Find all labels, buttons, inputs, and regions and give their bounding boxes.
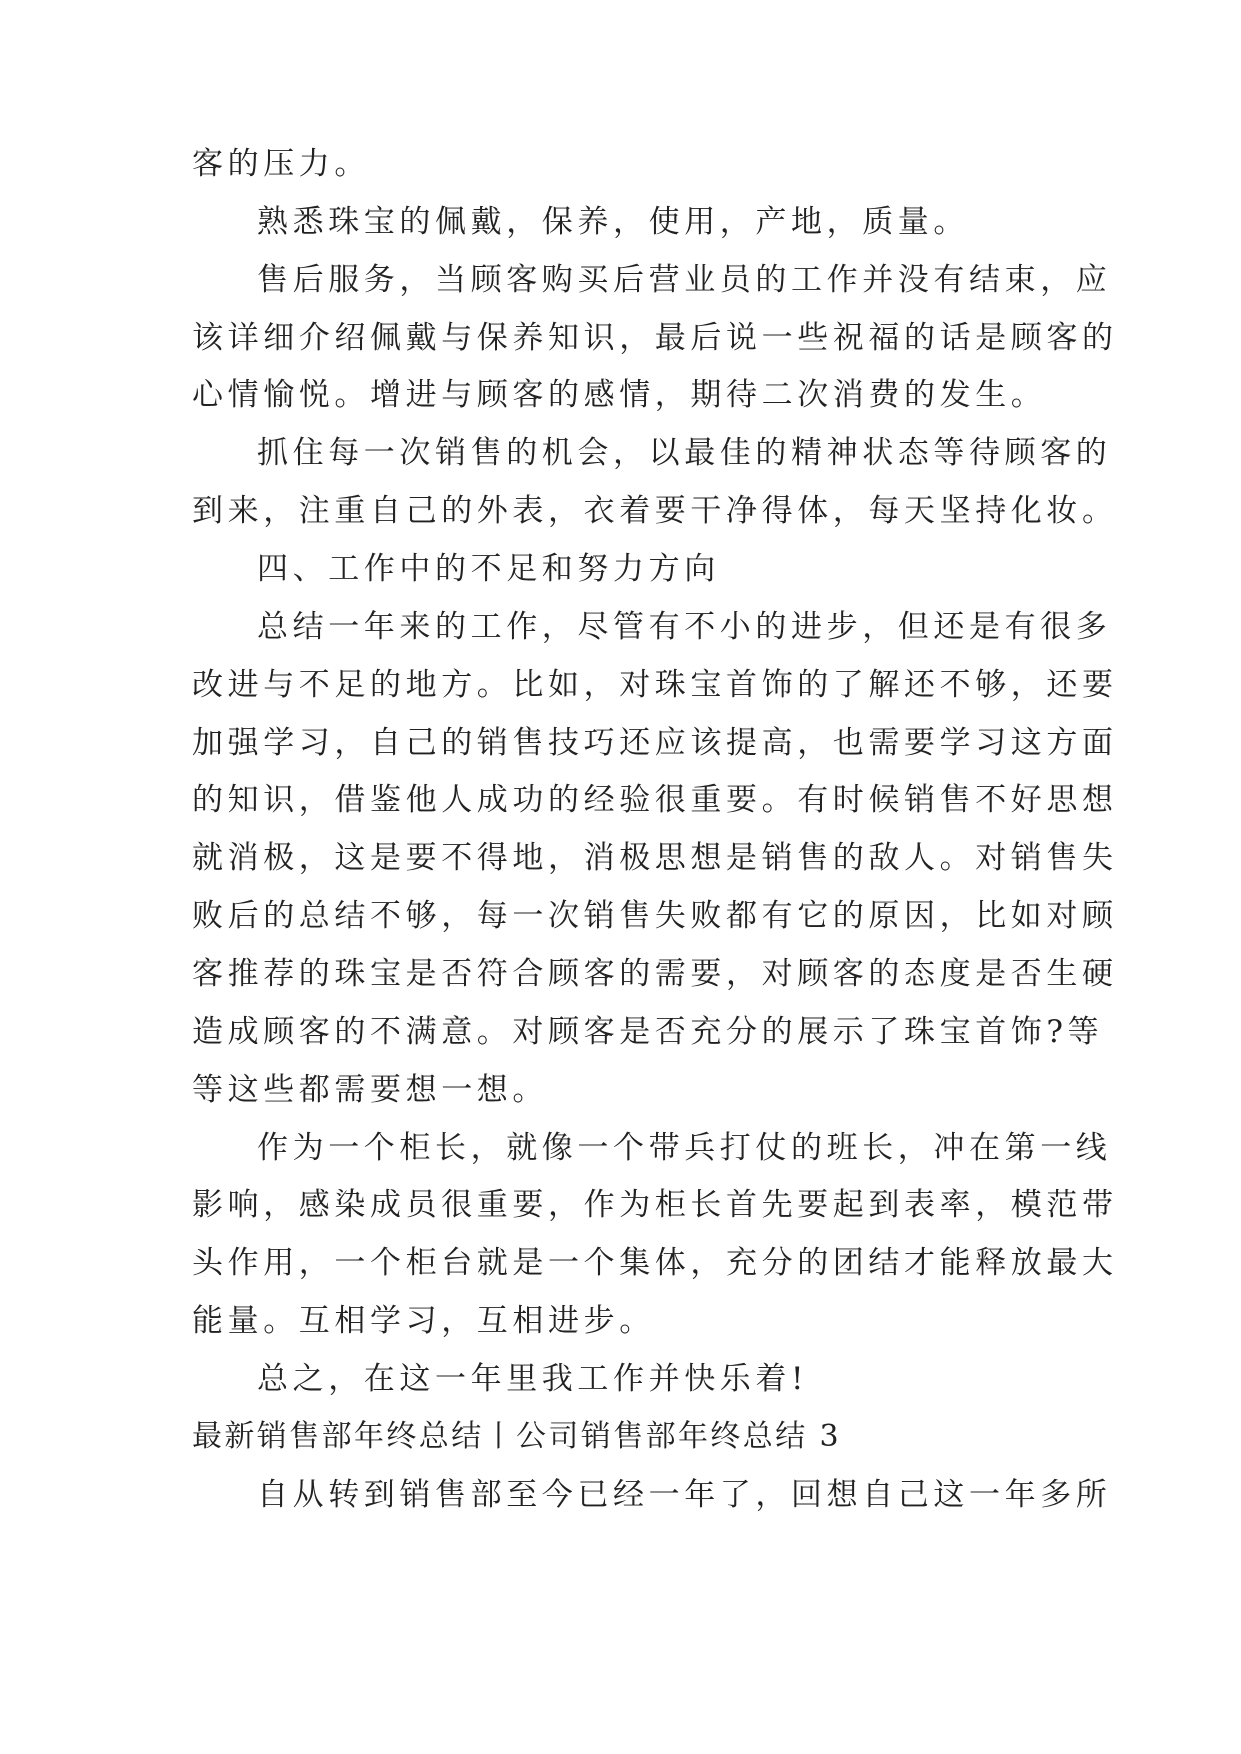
text-line: 就消极，这是要不得地，消极思想是销售的敌人。对销售失 (192, 840, 1118, 876)
text-line: 改进与不足的地方。比如，对珠宝首饰的了解还不够，还要 (192, 667, 1118, 703)
text-line: 到来，注重自己的外表，衣着要干净得体，每天坚持化妆。 (192, 493, 1118, 529)
text-line: 头作用，一个柜台就是一个集体，充分的团结才能释放最大 (192, 1245, 1118, 1281)
text-line: 总结一年来的工作，尽管有不小的进步，但还是有很多 (257, 609, 1112, 645)
text-line: 售后服务，当顾客购买后营业员的工作并没有结束，应 (257, 262, 1112, 298)
text-line: 造成顾客的不满意。对顾客是否充分的展示了珠宝首饰?等 (192, 1014, 1104, 1050)
text-line: 能量。互相学习，互相进步。 (192, 1303, 655, 1339)
text-line: 的知识，借鉴他人成功的经验很重要。有时候销售不好思想 (192, 782, 1118, 818)
text-line: 等这些都需要想一想。 (192, 1072, 548, 1108)
section-title: 最新销售部年终总结丨公司销售部年终总结 3 (192, 1419, 842, 1454)
text-line: 作为一个柜长，就像一个带兵打仗的班长，冲在第一线 (257, 1130, 1112, 1166)
text-line: 影响，感染成员很重要，作为柜长首先要起到表率，模范带 (192, 1187, 1118, 1223)
text-line: 败后的总结不够，每一次销售失败都有它的原因，比如对顾 (192, 898, 1118, 934)
text-line: 该详细介绍佩戴与保养知识，最后说一些祝福的话是顾客的 (192, 320, 1118, 356)
text-line: 心情愉悦。增进与顾客的感情，期待二次消费的发生。 (192, 377, 1047, 413)
text-line: 熟悉珠宝的佩戴，保养，使用，产地，质量。 (257, 204, 969, 240)
text-line: 加强学习，自己的销售技巧还应该提高，也需要学习这方面 (192, 725, 1118, 761)
section-heading: 四、工作中的不足和努力方向 (257, 551, 720, 587)
text-line: 客推荐的珠宝是否符合顾客的需要，对顾客的态度是否生硬 (192, 956, 1118, 992)
text-line: 自从转到销售部至今已经一年了，回想自己这一年多所 (257, 1477, 1112, 1513)
text-line: 总之，在这一年里我工作并快乐着! (257, 1361, 809, 1397)
text-line: 客的压力。 (192, 146, 370, 182)
text-line: 抓住每一次销售的机会，以最佳的精神状态等待顾客的 (257, 435, 1112, 471)
